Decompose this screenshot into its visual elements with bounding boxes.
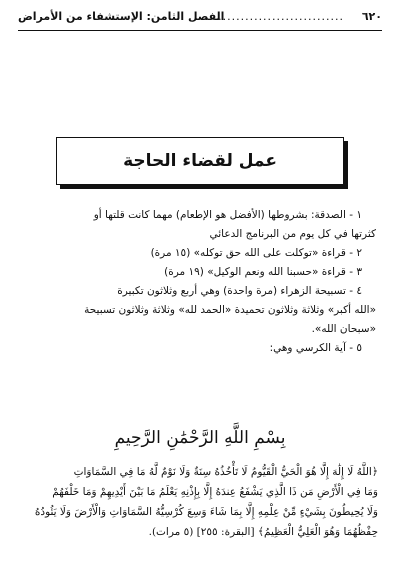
list-item-1-line-1: ١ - الصدقة: بشروطها (الأفضل هو الإطعام) مهما كانت قلتها أو xyxy=(93,209,362,221)
list-item-4-line-1: ٤ - تسبيحة الزهراء (مرة واحدة) وهي أربع وثلاثون تكبيرة xyxy=(117,285,362,297)
basmala: بِسْمِ اللَّهِ الرَّحْمَٰنِ الرَّحِيمِ xyxy=(114,428,286,448)
body-text xyxy=(20,206,376,358)
list-item-3: ٣ - قراءة «حسبنا الله ونعم الوكيل» (١٩ مرة) xyxy=(164,266,362,278)
quran-verse xyxy=(20,462,378,542)
list-item-2: ٢ - قراءة «توكلت على الله حق توكله» (١٥ مرة) xyxy=(150,247,362,259)
verse-line-4: حِفْظُهُمَا وَهُوَ الْعَلِيُّ الْعَظِيمُ﴾ [البقرة: ٢٥٥] (٥ مرات). xyxy=(148,526,378,538)
list-item-1-line-2: كثرتها في كل يوم من البرنامج الدعائي xyxy=(209,228,376,240)
list-item-4-line-3: «سبحان الله». xyxy=(311,323,376,335)
list-item-4-line-2: «الله أكبر» وثلاثة وثلاثون تحميدة «الحمد لله» وثلاثة وثلاثون تسبيحة xyxy=(84,304,376,316)
verse-line-2: وَمَا فِي الْأَرْضِ مَن ذَا الَّذِي يَشْفَعُ عِندَهُ إِلَّا بِإِذْنِهِ يَعْلَمُ مَا بَيْنَ أَيْدِيهِمْ وَمَا خَلْفَهُمْ xyxy=(52,486,378,498)
header-dot-leader: ................................ xyxy=(200,10,344,23)
chapter-title: الفصل الثامن: الإستشفاء من الأمراض xyxy=(18,10,225,23)
page-number: ٦٢٠ xyxy=(361,10,382,23)
section-title-box xyxy=(56,137,344,185)
running-header xyxy=(18,8,382,31)
section-title: عمل لقضاء الحاجة xyxy=(123,151,277,171)
verse-line-1: ﴿اللَّهُ لَا إِلَٰهَ إِلَّا هُوَ الْحَيُّ الْقَيُّومُ لَا تَأْخُذُهُ سِنَةٌ وَلَا نَوْمٌ لَّهُ مَا فِي السَّمَاوَاتِ xyxy=(73,466,378,478)
verse-line-3: وَلَا يُحِيطُونَ بِشَيْءٍ مِّنْ عِلْمِهِ إِلَّا بِمَا شَاءَ وَسِعَ كُرْسِيُّهُ السَّمَاوَاتِ وَالْأَرْضَ وَلَا يَئُودُهُ xyxy=(34,506,378,518)
list-item-5: ٥ - آية الكرسي وهي: xyxy=(269,342,362,354)
